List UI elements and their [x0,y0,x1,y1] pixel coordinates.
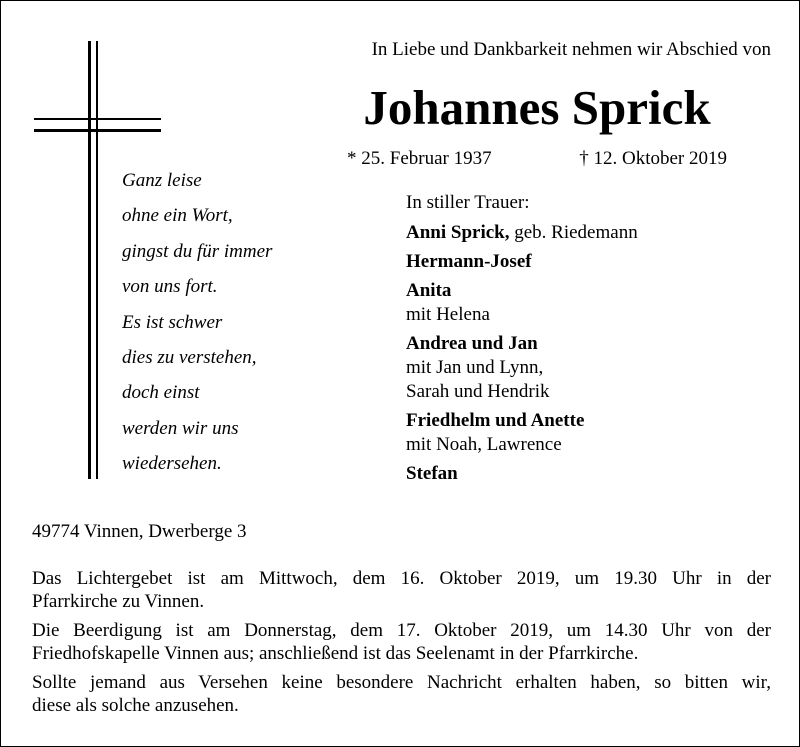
poem-line: Es ist schwer [122,311,223,333]
intro-text: In Liebe und Dankbarkeit nehmen wir Abschied von [371,39,771,60]
notice-line: Pfarrkirche zu Vinnen. [32,591,205,612]
mourner-name: Anita [406,280,452,301]
poem [122,163,272,482]
mourner-friedhelm [406,409,638,457]
poem-line: werden wir uns [122,417,239,439]
birth-date: * 25. Februar 1937 [347,148,492,169]
mourner-note: geb. Riedemann [514,222,638,243]
mourner-anita [406,279,638,327]
cross-vertical-bar-1 [88,41,91,479]
mourner-sub: mit Helena [406,304,490,325]
cross-vertical-bar-2 [96,41,98,479]
poem-line: gingst du für immer [122,240,273,262]
notice-line: Die Beerdigung ist am Donnerstag, dem 17. Oktober 2019, um 14.30 Uhr von der [32,620,771,641]
mourner-name: Anni Sprick, [406,222,510,243]
deceased-name: Johannes Sprick [363,80,711,135]
mourner-sub: Sarah und Hendrik [406,381,550,402]
notices [32,567,771,723]
mourner-name: Stefan [406,463,458,484]
notice-funeral [32,619,771,665]
poem-line: Ganz leise [122,170,202,191]
address: 49774 Vinnen, Dwerberge 3 [32,521,247,542]
mourner-hermann [406,250,638,274]
mourner-anni [406,221,638,245]
notice-line: Sollte jemand aus Versehen keine besondere Nachricht erhalten haben, so bitten wir, [32,672,771,693]
mourner-name: Friedhelm und Anette [406,410,585,431]
mourner-name: Andrea und Jan [406,333,538,354]
notice-line: Das Lichtergebet ist am Mittwoch, dem 16. Oktober 2019, um 19.30 Uhr in der [32,568,771,589]
poem-line: von uns fort. [122,276,218,298]
poem-line: ohne ein Wort, [122,205,233,227]
cross-horizontal-bar-2 [34,129,161,132]
notice-prayer [32,567,771,613]
mourners-heading: In stiller Trauer: [406,192,530,213]
poem-line: wiedersehen. [122,453,222,475]
mourners-list [406,191,638,491]
poem-line: dies zu verstehen, [122,347,257,369]
death-date: † 12. Oktober 2019 [579,148,727,169]
notice-line: Friedhofskapelle Vinnen aus; anschließend ist das Seelenamt in der Pfarrkirche. [32,643,639,664]
mourner-sub: mit Noah, Lawrence [406,434,562,455]
notice-line: diese als solche anzusehen. [32,695,239,716]
mourner-stefan [406,462,638,486]
mourner-andrea [406,332,638,404]
notice-no-message [32,671,771,717]
mourner-sub: mit Jan und Lynn, [406,357,544,378]
mourner-name: Hermann-Josef [406,251,532,272]
cross-horizontal-bar-1 [34,118,161,120]
poem-line: doch einst [122,382,200,404]
